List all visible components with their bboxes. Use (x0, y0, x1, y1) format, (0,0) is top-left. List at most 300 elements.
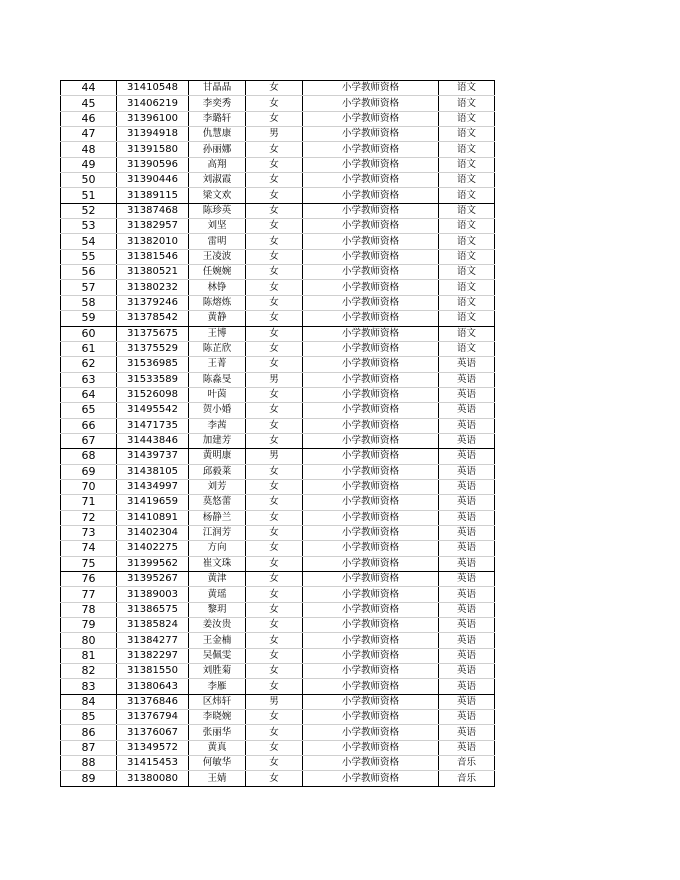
candidate-id-cell: 31380521 (117, 265, 189, 280)
table-row (61, 234, 495, 249)
qualification-cell: 小学教师资格 (303, 372, 439, 387)
qualification-cell: 小学教师资格 (303, 648, 439, 663)
candidate-id-cell: 31391580 (117, 142, 189, 157)
candidate-id-cell: 31384277 (117, 633, 189, 648)
candidate-id-cell: 31402304 (117, 525, 189, 540)
subject-cell: 语文 (439, 341, 495, 356)
name-cell: 加建芳 (189, 433, 246, 448)
gender-cell: 女 (246, 188, 303, 203)
qualification-cell: 小学教师资格 (303, 326, 439, 341)
table-row (61, 372, 495, 387)
gender-cell: 女 (246, 280, 303, 295)
gender-cell: 女 (246, 464, 303, 479)
qualification-cell: 小学教师资格 (303, 633, 439, 648)
qualification-cell: 小学教师资格 (303, 157, 439, 172)
row-number-cell: 73 (61, 525, 117, 540)
name-cell: 林铮 (189, 280, 246, 295)
qualification-cell: 小学教师资格 (303, 311, 439, 326)
row-number-cell: 58 (61, 295, 117, 310)
gender-cell: 男 (246, 449, 303, 464)
candidate-id-cell: 31434997 (117, 479, 189, 494)
row-number-cell: 62 (61, 357, 117, 372)
row-number-cell: 71 (61, 495, 117, 510)
gender-cell: 女 (246, 203, 303, 218)
row-number-cell: 53 (61, 219, 117, 234)
candidate-id-cell: 31533589 (117, 372, 189, 387)
qualification-cell: 小学教师资格 (303, 203, 439, 218)
qualification-cell: 小学教师资格 (303, 725, 439, 740)
table-row (61, 326, 495, 341)
candidate-id-cell: 31439737 (117, 449, 189, 464)
subject-cell: 英语 (439, 418, 495, 433)
row-number-cell: 51 (61, 188, 117, 203)
table-row (61, 479, 495, 494)
table-body (61, 81, 495, 787)
gender-cell: 女 (246, 602, 303, 617)
gender-cell: 女 (246, 173, 303, 188)
table-row (61, 295, 495, 310)
row-number-cell: 52 (61, 203, 117, 218)
table-row (61, 311, 495, 326)
subject-cell: 英语 (439, 648, 495, 663)
subject-cell: 英语 (439, 387, 495, 402)
subject-cell: 英语 (439, 541, 495, 556)
row-number-cell: 80 (61, 633, 117, 648)
candidate-id-cell: 31419659 (117, 495, 189, 510)
subject-cell: 语文 (439, 81, 495, 96)
name-cell: 王金楠 (189, 633, 246, 648)
candidate-id-cell: 31406219 (117, 96, 189, 111)
subject-cell: 语文 (439, 295, 495, 310)
name-cell: 刘胜菊 (189, 664, 246, 679)
candidate-id-cell: 31410548 (117, 81, 189, 96)
qualification-cell: 小学教师资格 (303, 756, 439, 771)
candidate-id-cell: 31415453 (117, 756, 189, 771)
name-cell: 梁文欢 (189, 188, 246, 203)
qualification-cell: 小学教师资格 (303, 357, 439, 372)
name-cell: 李茜 (189, 418, 246, 433)
name-cell: 李雁 (189, 679, 246, 694)
qualification-cell: 小学教师资格 (303, 188, 439, 203)
subject-cell: 英语 (439, 510, 495, 525)
row-number-cell: 84 (61, 694, 117, 709)
candidate-id-cell: 31390596 (117, 157, 189, 172)
row-number-cell: 79 (61, 618, 117, 633)
row-number-cell: 68 (61, 449, 117, 464)
candidate-id-cell: 31380232 (117, 280, 189, 295)
subject-cell: 英语 (439, 357, 495, 372)
subject-cell: 英语 (439, 525, 495, 540)
table-row (61, 602, 495, 617)
candidate-id-cell: 31471735 (117, 418, 189, 433)
qualification-cell: 小学教师资格 (303, 418, 439, 433)
qualification-cell: 小学教师资格 (303, 710, 439, 725)
subject-cell: 语文 (439, 249, 495, 264)
table-row (61, 740, 495, 755)
name-cell: 姜汝贵 (189, 618, 246, 633)
table-row (61, 449, 495, 464)
name-cell: 何敏华 (189, 756, 246, 771)
subject-cell: 语文 (439, 234, 495, 249)
subject-cell: 英语 (439, 633, 495, 648)
gender-cell: 女 (246, 387, 303, 402)
gender-cell: 女 (246, 756, 303, 771)
qualification-cell: 小学教师资格 (303, 740, 439, 755)
qualification-cell: 小学教师资格 (303, 249, 439, 264)
name-cell: 刘坚 (189, 219, 246, 234)
candidate-id-cell: 31399562 (117, 556, 189, 571)
gender-cell: 女 (246, 311, 303, 326)
qualification-cell: 小学教师资格 (303, 433, 439, 448)
row-number-cell: 74 (61, 541, 117, 556)
row-number-cell: 61 (61, 341, 117, 356)
qualification-cell: 小学教师资格 (303, 464, 439, 479)
name-cell: 黄真 (189, 740, 246, 755)
table-row (61, 387, 495, 402)
table-row (61, 173, 495, 188)
qualification-cell: 小学教师资格 (303, 572, 439, 587)
gender-cell: 女 (246, 96, 303, 111)
gender-cell: 女 (246, 495, 303, 510)
name-cell: 刘芳 (189, 479, 246, 494)
subject-cell: 语文 (439, 173, 495, 188)
name-cell: 区炜轩 (189, 694, 246, 709)
qualification-cell: 小学教师资格 (303, 280, 439, 295)
subject-cell: 语文 (439, 96, 495, 111)
row-number-cell: 77 (61, 587, 117, 602)
row-number-cell: 70 (61, 479, 117, 494)
row-number-cell: 48 (61, 142, 117, 157)
subject-cell: 语文 (439, 142, 495, 157)
subject-cell: 英语 (439, 449, 495, 464)
gender-cell: 女 (246, 510, 303, 525)
name-cell: 刘淑霞 (189, 173, 246, 188)
table-row (61, 111, 495, 126)
name-cell: 张丽华 (189, 725, 246, 740)
table-row (61, 81, 495, 96)
table-row (61, 157, 495, 172)
subject-cell: 英语 (439, 433, 495, 448)
name-cell: 方向 (189, 541, 246, 556)
subject-cell: 英语 (439, 710, 495, 725)
qualification-cell: 小学教师资格 (303, 96, 439, 111)
gender-cell: 女 (246, 725, 303, 740)
candidate-id-cell: 31380080 (117, 771, 189, 786)
row-number-cell: 78 (61, 602, 117, 617)
table-row (61, 280, 495, 295)
name-cell: 李奕秀 (189, 96, 246, 111)
subject-cell: 英语 (439, 403, 495, 418)
row-number-cell: 76 (61, 572, 117, 587)
qualification-cell: 小学教师资格 (303, 694, 439, 709)
subject-cell: 语文 (439, 203, 495, 218)
table-row (61, 127, 495, 142)
candidate-id-cell: 31375529 (117, 341, 189, 356)
qualification-cell: 小学教师资格 (303, 679, 439, 694)
gender-cell: 女 (246, 618, 303, 633)
subject-cell: 英语 (439, 372, 495, 387)
candidate-id-cell: 31402275 (117, 541, 189, 556)
table-row (61, 756, 495, 771)
candidate-id-cell: 31349572 (117, 740, 189, 755)
name-cell: 甘晶晶 (189, 81, 246, 96)
name-cell: 黄明康 (189, 449, 246, 464)
gender-cell: 女 (246, 771, 303, 786)
table-row (61, 249, 495, 264)
table-row (61, 725, 495, 740)
row-number-cell: 49 (61, 157, 117, 172)
candidate-id-cell: 31389003 (117, 587, 189, 602)
gender-cell: 女 (246, 648, 303, 663)
candidate-id-cell: 31380643 (117, 679, 189, 694)
row-number-cell: 69 (61, 464, 117, 479)
subject-cell: 语文 (439, 311, 495, 326)
name-cell: 吴佩雯 (189, 648, 246, 663)
subject-cell: 英语 (439, 679, 495, 694)
gender-cell: 女 (246, 403, 303, 418)
qualification-cell: 小学教师资格 (303, 510, 439, 525)
table-row (61, 648, 495, 663)
name-cell: 黄瑶 (189, 587, 246, 602)
name-cell: 黄津 (189, 572, 246, 587)
row-number-cell: 82 (61, 664, 117, 679)
table-row (61, 525, 495, 540)
table-row (61, 633, 495, 648)
qualification-cell: 小学教师资格 (303, 771, 439, 786)
candidate-id-cell: 31495542 (117, 403, 189, 418)
name-cell: 孙丽娜 (189, 142, 246, 157)
name-cell: 陈淼旻 (189, 372, 246, 387)
subject-cell: 语文 (439, 280, 495, 295)
row-number-cell: 85 (61, 710, 117, 725)
gender-cell: 女 (246, 157, 303, 172)
gender-cell: 女 (246, 556, 303, 571)
candidate-id-cell: 31394918 (117, 127, 189, 142)
subject-cell: 英语 (439, 602, 495, 617)
candidate-id-cell: 31389115 (117, 188, 189, 203)
name-cell: 黎玥 (189, 602, 246, 617)
gender-cell: 女 (246, 679, 303, 694)
table-row (61, 96, 495, 111)
candidate-id-cell: 31395267 (117, 572, 189, 587)
candidate-id-cell: 31410891 (117, 510, 189, 525)
gender-cell: 女 (246, 587, 303, 602)
subject-cell: 语文 (439, 157, 495, 172)
name-cell: 邱毅莱 (189, 464, 246, 479)
gender-cell: 女 (246, 357, 303, 372)
qualification-cell: 小学教师资格 (303, 618, 439, 633)
table-row (61, 188, 495, 203)
name-cell: 江润芳 (189, 525, 246, 540)
table-row (61, 265, 495, 280)
name-cell: 陈熔炼 (189, 295, 246, 310)
row-number-cell: 55 (61, 249, 117, 264)
subject-cell: 音乐 (439, 771, 495, 786)
gender-cell: 女 (246, 479, 303, 494)
gender-cell: 女 (246, 572, 303, 587)
gender-cell: 女 (246, 142, 303, 157)
name-cell: 黄静 (189, 311, 246, 326)
table-row (61, 403, 495, 418)
gender-cell: 女 (246, 295, 303, 310)
table-row (61, 341, 495, 356)
table-row (61, 433, 495, 448)
table-row (61, 694, 495, 709)
row-number-cell: 88 (61, 756, 117, 771)
name-cell: 雷明 (189, 234, 246, 249)
qualification-cell: 小学教师资格 (303, 234, 439, 249)
name-cell: 王菁 (189, 357, 246, 372)
row-number-cell: 45 (61, 96, 117, 111)
table-row (61, 142, 495, 157)
candidate-id-cell: 31381550 (117, 664, 189, 679)
gender-cell: 女 (246, 541, 303, 556)
row-number-cell: 47 (61, 127, 117, 142)
name-cell: 王婧 (189, 771, 246, 786)
candidate-id-cell: 31526098 (117, 387, 189, 402)
row-number-cell: 89 (61, 771, 117, 786)
qualification-cell: 小学教师资格 (303, 219, 439, 234)
qualification-cell: 小学教师资格 (303, 587, 439, 602)
name-cell: 王凌波 (189, 249, 246, 264)
qualification-cell: 小学教师资格 (303, 541, 439, 556)
gender-cell: 女 (246, 265, 303, 280)
qualification-cell: 小学教师资格 (303, 495, 439, 510)
name-cell: 仇慧康 (189, 127, 246, 142)
gender-cell: 女 (246, 418, 303, 433)
candidate-id-cell: 31386575 (117, 602, 189, 617)
name-cell: 高翔 (189, 157, 246, 172)
subject-cell: 语文 (439, 265, 495, 280)
gender-cell: 女 (246, 219, 303, 234)
qualification-cell: 小学教师资格 (303, 295, 439, 310)
gender-cell: 女 (246, 249, 303, 264)
subject-cell: 英语 (439, 694, 495, 709)
name-cell: 叶茵 (189, 387, 246, 402)
gender-cell: 女 (246, 433, 303, 448)
subject-cell: 英语 (439, 479, 495, 494)
gender-cell: 女 (246, 740, 303, 755)
qualification-cell: 小学教师资格 (303, 556, 439, 571)
table-row (61, 219, 495, 234)
gender-cell: 男 (246, 372, 303, 387)
table-row (61, 771, 495, 786)
subject-cell: 语文 (439, 111, 495, 126)
qualification-cell: 小学教师资格 (303, 525, 439, 540)
candidate-id-cell: 31382010 (117, 234, 189, 249)
qualification-cell: 小学教师资格 (303, 387, 439, 402)
row-number-cell: 56 (61, 265, 117, 280)
table-row (61, 679, 495, 694)
row-number-cell: 72 (61, 510, 117, 525)
table-row (61, 203, 495, 218)
candidate-id-cell: 31376067 (117, 725, 189, 740)
qualification-cell: 小学教师资格 (303, 111, 439, 126)
gender-cell: 女 (246, 664, 303, 679)
row-number-cell: 87 (61, 740, 117, 755)
qualification-cell: 小学教师资格 (303, 341, 439, 356)
table-row (61, 587, 495, 602)
row-number-cell: 67 (61, 433, 117, 448)
qualification-cell: 小学教师资格 (303, 127, 439, 142)
subject-cell: 英语 (439, 464, 495, 479)
name-cell: 李璐轩 (189, 111, 246, 126)
subject-cell: 语文 (439, 127, 495, 142)
table-row (61, 541, 495, 556)
qualification-cell: 小学教师资格 (303, 142, 439, 157)
candidate-id-cell: 31438105 (117, 464, 189, 479)
qualification-cell: 小学教师资格 (303, 81, 439, 96)
candidate-id-cell: 31375675 (117, 326, 189, 341)
gender-cell: 女 (246, 525, 303, 540)
gender-cell: 男 (246, 694, 303, 709)
row-number-cell: 66 (61, 418, 117, 433)
qualification-cell: 小学教师资格 (303, 602, 439, 617)
subject-cell: 英语 (439, 495, 495, 510)
candidate-id-cell: 31390446 (117, 173, 189, 188)
name-cell: 莫悠蕾 (189, 495, 246, 510)
gender-cell: 女 (246, 633, 303, 648)
row-number-cell: 50 (61, 173, 117, 188)
candidate-id-cell: 31385824 (117, 618, 189, 633)
subject-cell: 英语 (439, 725, 495, 740)
row-number-cell: 57 (61, 280, 117, 295)
row-number-cell: 86 (61, 725, 117, 740)
spreadsheet-table (60, 80, 495, 787)
candidate-id-cell: 31376794 (117, 710, 189, 725)
name-cell: 陈芷欣 (189, 341, 246, 356)
table-row (61, 495, 495, 510)
gender-cell: 女 (246, 710, 303, 725)
table-row (61, 664, 495, 679)
name-cell: 贺小婚 (189, 403, 246, 418)
row-number-cell: 60 (61, 326, 117, 341)
table-row (61, 357, 495, 372)
table-row (61, 464, 495, 479)
candidate-id-cell: 31443846 (117, 433, 189, 448)
subject-cell: 英语 (439, 587, 495, 602)
candidate-id-cell: 31536985 (117, 357, 189, 372)
gender-cell: 女 (246, 234, 303, 249)
qualification-cell: 小学教师资格 (303, 479, 439, 494)
qualification-cell: 小学教师资格 (303, 403, 439, 418)
candidate-id-cell: 31379246 (117, 295, 189, 310)
candidate-id-cell: 31396100 (117, 111, 189, 126)
row-number-cell: 83 (61, 679, 117, 694)
name-cell: 李晓婉 (189, 710, 246, 725)
gender-cell: 女 (246, 341, 303, 356)
subject-cell: 语文 (439, 219, 495, 234)
qualification-cell: 小学教师资格 (303, 173, 439, 188)
table-row (61, 710, 495, 725)
table-row (61, 510, 495, 525)
row-number-cell: 54 (61, 234, 117, 249)
table-row (61, 572, 495, 587)
qualification-cell: 小学教师资格 (303, 664, 439, 679)
row-number-cell: 46 (61, 111, 117, 126)
candidate-id-cell: 31382297 (117, 648, 189, 663)
name-cell: 崔文珠 (189, 556, 246, 571)
gender-cell: 男 (246, 127, 303, 142)
subject-cell: 音乐 (439, 756, 495, 771)
row-number-cell: 59 (61, 311, 117, 326)
row-number-cell: 44 (61, 81, 117, 96)
subject-cell: 语文 (439, 326, 495, 341)
row-number-cell: 75 (61, 556, 117, 571)
row-number-cell: 64 (61, 387, 117, 402)
row-number-cell: 63 (61, 372, 117, 387)
subject-cell: 英语 (439, 740, 495, 755)
